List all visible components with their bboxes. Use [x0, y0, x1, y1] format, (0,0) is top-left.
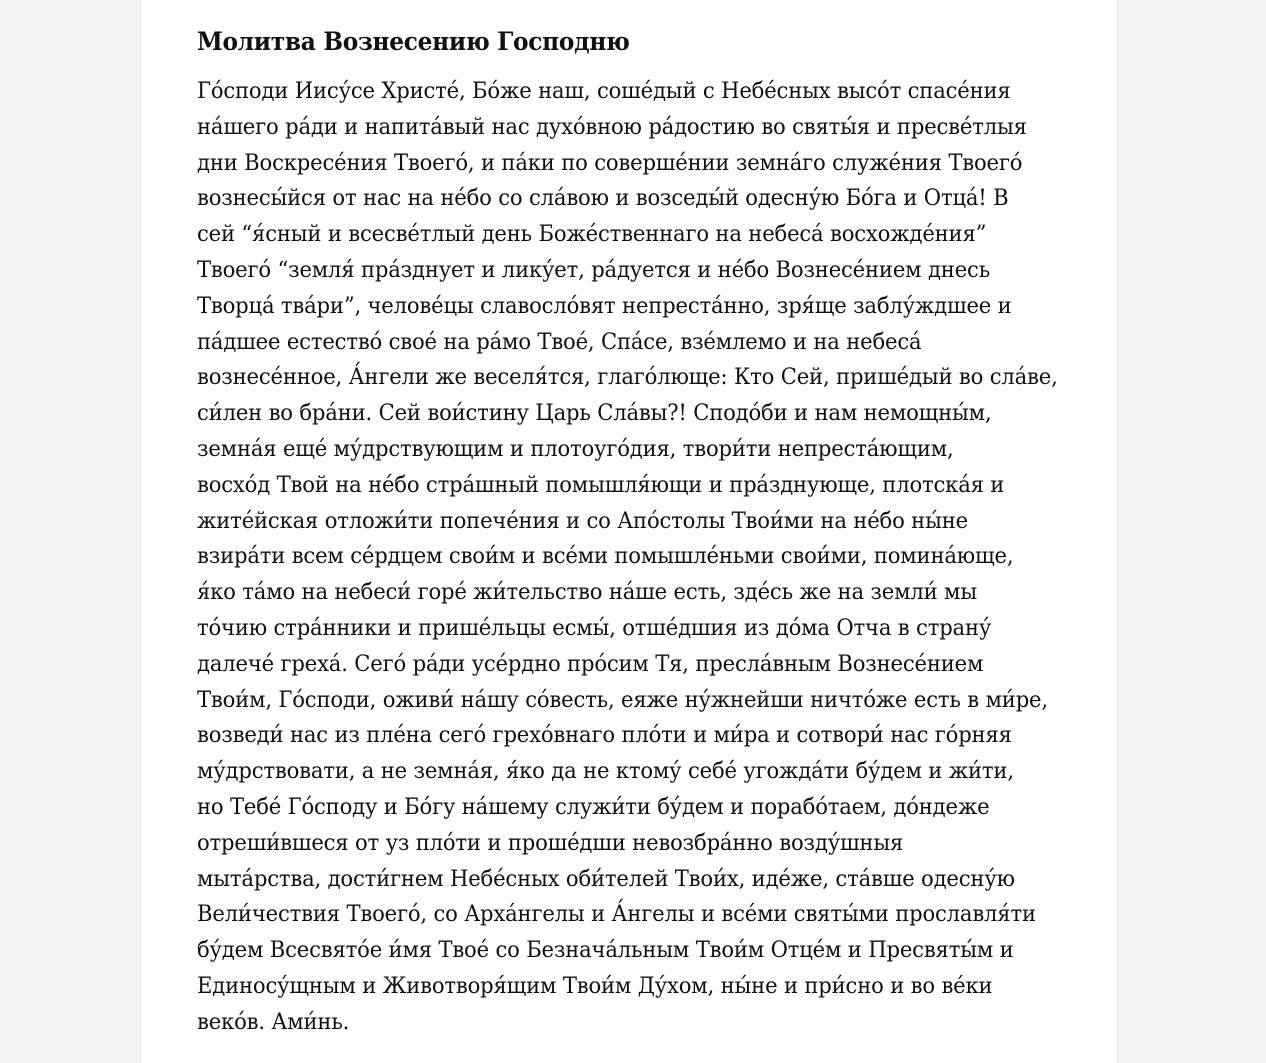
prayer-line: вознесы́йся от нас на не́бо со сла́вою и возседы́й одесну́ю Бо́га и Отца́! В: [197, 185, 1009, 212]
prayer-line: си́лен во бра́ни. Сей вои́стину Царь Сла́вы?! Сподо́би и нам немощны́м,: [197, 400, 992, 427]
prayer-line: дни Воскресе́ния Твоего́, и па́ки по соверше́нии земна́го служе́ния Твоего́: [197, 149, 1023, 176]
prayer-line: Единосу́щным и Животворя́щим Твои́м Ду́хом, ны́не и при́сно и во ве́ки: [197, 972, 993, 999]
prayer-line: бу́дем Всесвято́е и́мя Твое́ со Безнача́льным Твои́м Отце́м и Пресвяты́м и: [197, 937, 1014, 964]
prayer-line: взира́ти всем се́рдцем свои́м и все́ми помышле́ньми свои́ми, помина́юще,: [197, 543, 1014, 570]
prayer-line: Го́споди Иису́се Христе́, Бо́же наш, соше́дый с Небе́сных высо́т спасе́ния: [197, 78, 1011, 104]
prayer-line: я́ко та́мо на небеси́ горе́ жи́тельство на́ше есть, зде́сь же на земли́ мы: [197, 579, 977, 606]
prayer-line: Творца́ тва́ри”, челове́цы славосло́вят непреста́нно, зря́ще заблу́ждшее и: [197, 292, 1012, 319]
prayer-title: Молитва Вознесению Господню: [197, 27, 630, 56]
prayer-line: жите́йская отложи́ти попече́ния и со Апо́столы Твои́ми на не́бо ны́не: [197, 507, 968, 534]
prayer-line: на́шего ра́ди и напита́вый нас духо́вною ра́достию во святы́я и пресве́тлыя: [197, 113, 1027, 140]
prayer-line: сей “я́сный и всесве́тлый день Боже́ственнаго на небеса́ восхожде́ния”: [197, 221, 987, 248]
prayer-line: му́дрствовати, а не земна́я, я́ко да не ктому́ себе́ угожда́ти бу́дем и жи́ти,: [197, 758, 1014, 785]
prayer-line: па́дшее естество́ свое́ на ра́мо Твое́, Спа́се, взе́млемо и на небеса́: [197, 328, 922, 355]
prayer-line: отреши́вшеся от уз пло́ти и проше́дши невозбра́нно возду́шныя: [197, 829, 904, 856]
prayer-line: возведи́ нас из пле́на сего́ грехо́внаго пло́ти и ми́ра и сотвори́ нас го́рняя: [197, 722, 1012, 749]
prayer-line: веко́в. Ами́нь.: [197, 1008, 350, 1035]
prayer-line: Вели́чествия Твоего́, со Арха́нгелы и А́нгелы и все́ми святы́ми прославля́ти: [197, 901, 1036, 928]
prayer-line: Твои́м, Го́споди, оживи́ на́шу со́весть, еяже ну́жнейши ничто́же есть в ми́ре,: [197, 686, 1048, 713]
prayer-text: [197, 74, 1077, 1041]
prayer-line: восхо́д Твой на не́бо стра́шный помышля́ющи и пра́зднующе, плотска́я и: [197, 471, 1005, 498]
prayer-line: то́чию стра́нники и прише́льцы есмы́, отше́дшия из до́ма Отча в страну́: [197, 614, 992, 641]
prayer-line: далече́ греха́. Сего́ ра́ди усе́рдно про́сим Тя, пресла́вным Вознесе́нием: [197, 650, 984, 677]
prayer-line: но Тебе́ Го́споду и Бо́гу на́шему служи́ти бу́дем и порабо́таем, до́ндеже: [197, 793, 990, 820]
prayer-line: вознесе́нное, А́нгели же веселя́тся, глаго́люще: Кто Сей, прише́дый во сла́ве,: [197, 364, 1058, 391]
prayer-line: мыта́рства, дости́гнем Небе́сных оби́телей Твои́х, иде́же, ста́вше одесну́ю: [197, 865, 1015, 892]
prayer-line: земна́я еще́ му́дрствующим и плотоуго́дия, твори́ти непреста́ющим,: [197, 435, 954, 462]
prayer-line: Твоего́ “земля́ пра́зднует и лику́ет, ра́дуется и не́бо Вознесе́нием днесь: [197, 256, 991, 283]
document-page: [140, 0, 1118, 1063]
